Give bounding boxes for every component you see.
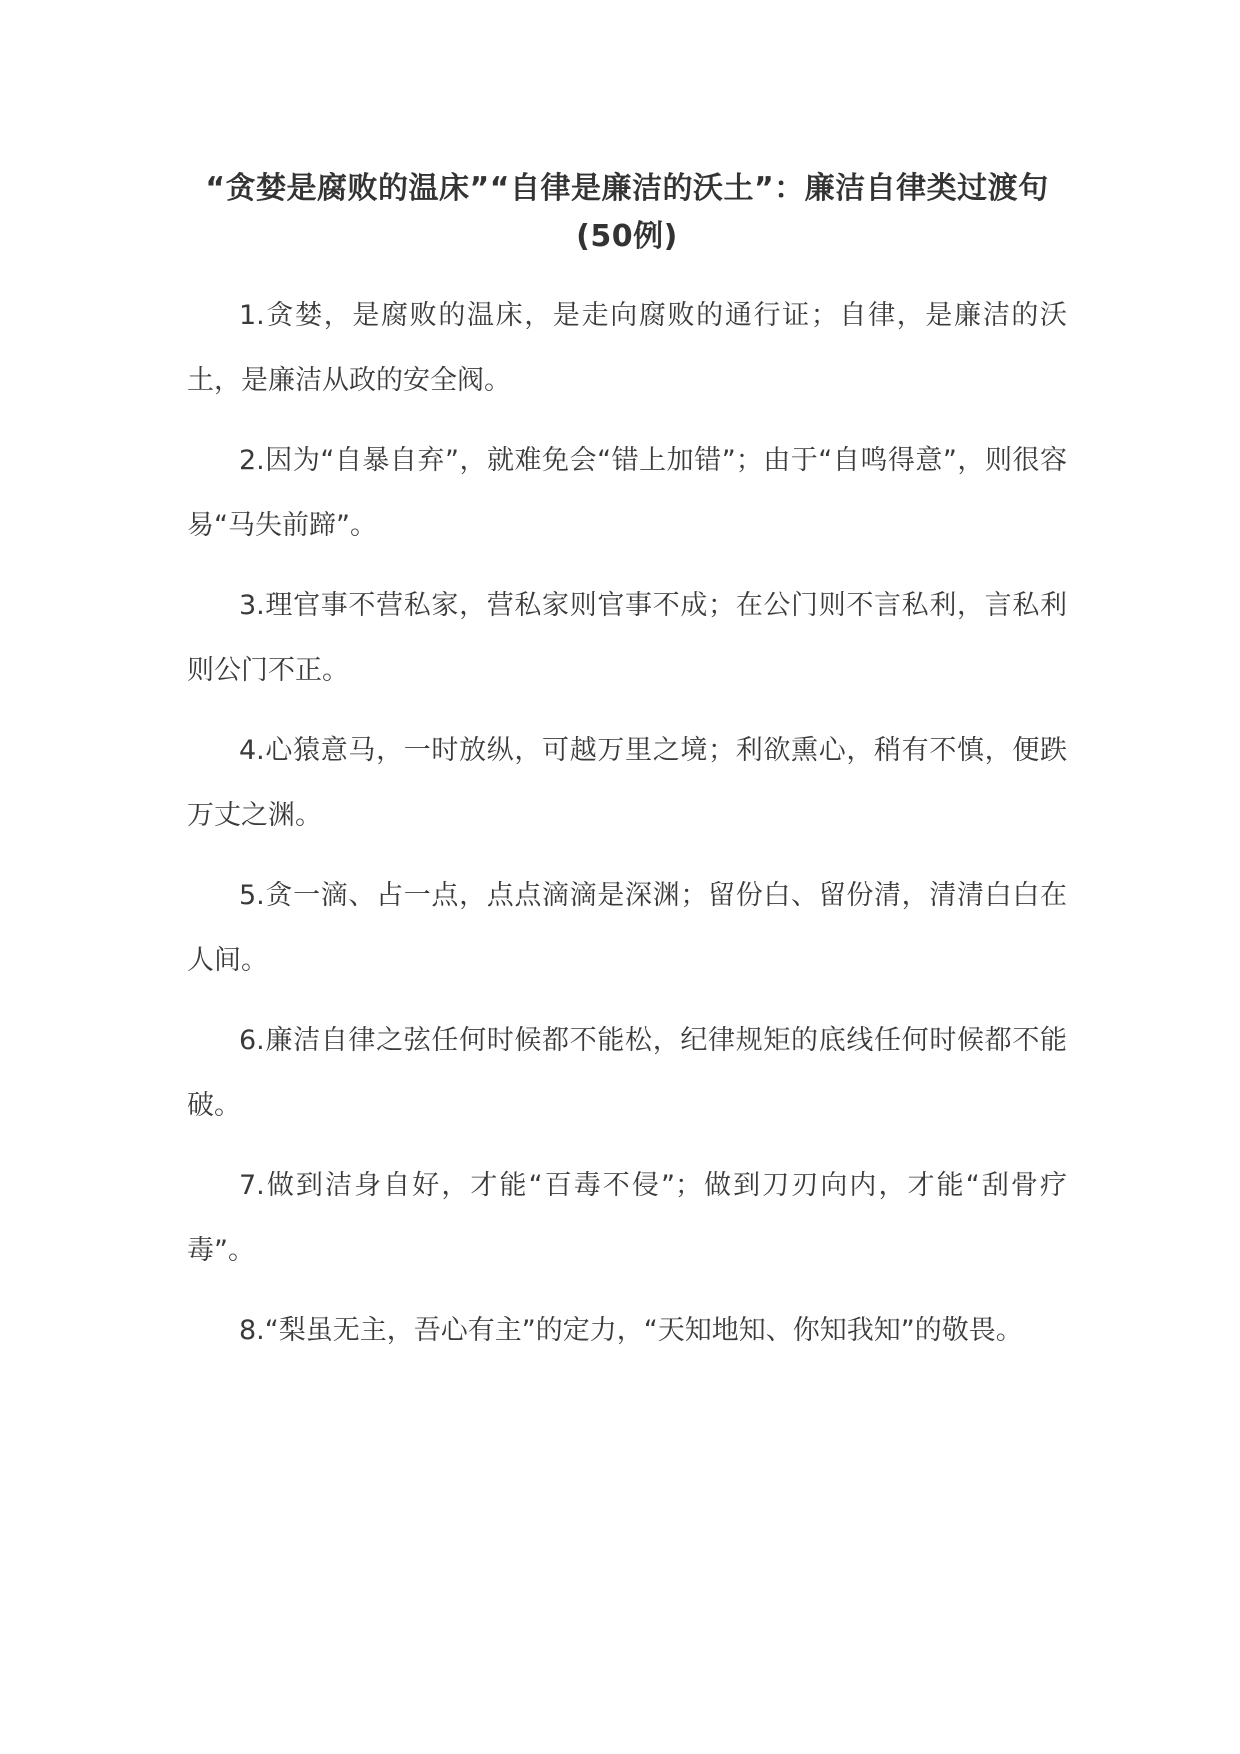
list-item: 8.“梨虽无主，吾心有主”的定力，“天知地知、你知我知”的敬畏。 xyxy=(239,1315,1023,1346)
document-title: “贪婪是腐败的温床”“自律是廉洁的沃土”：廉洁自律类过渡句(50例) xyxy=(205,171,1049,254)
list-item: 5.贪一滴、占一点，点点滴滴是深渊；留份白、留份清，清清白白在人间。 xyxy=(187,880,1067,976)
list-item: 3.理官事不营私家，营私家则官事不成；在公门则不言私利，言私利则公门不正。 xyxy=(187,590,1067,686)
list-item: 1.贪婪，是腐败的温床，是走向腐败的通行证；自律，是廉洁的沃土，是廉洁从政的安全阀。 xyxy=(187,300,1067,396)
list-item: 6.廉洁自律之弦任何时候都不能松，纪律规矩的底线任何时候都不能破。 xyxy=(187,1025,1067,1121)
document-body xyxy=(187,165,1067,1378)
item-list xyxy=(187,283,1067,1363)
list-item: 2.因为“自暴自弃”，就难免会“错上加错”；由于“自鸣得意”，则很容易“马失前蹄”。 xyxy=(187,445,1067,541)
list-item: 7.做到洁身自好，才能“百毒不侵”；做到刀刃向内，才能“刮骨疗毒”。 xyxy=(187,1170,1067,1266)
list-item: 4.心猿意马，一时放纵，可越万里之境；利欲熏心，稍有不慎，便跌万丈之渊。 xyxy=(187,735,1067,831)
